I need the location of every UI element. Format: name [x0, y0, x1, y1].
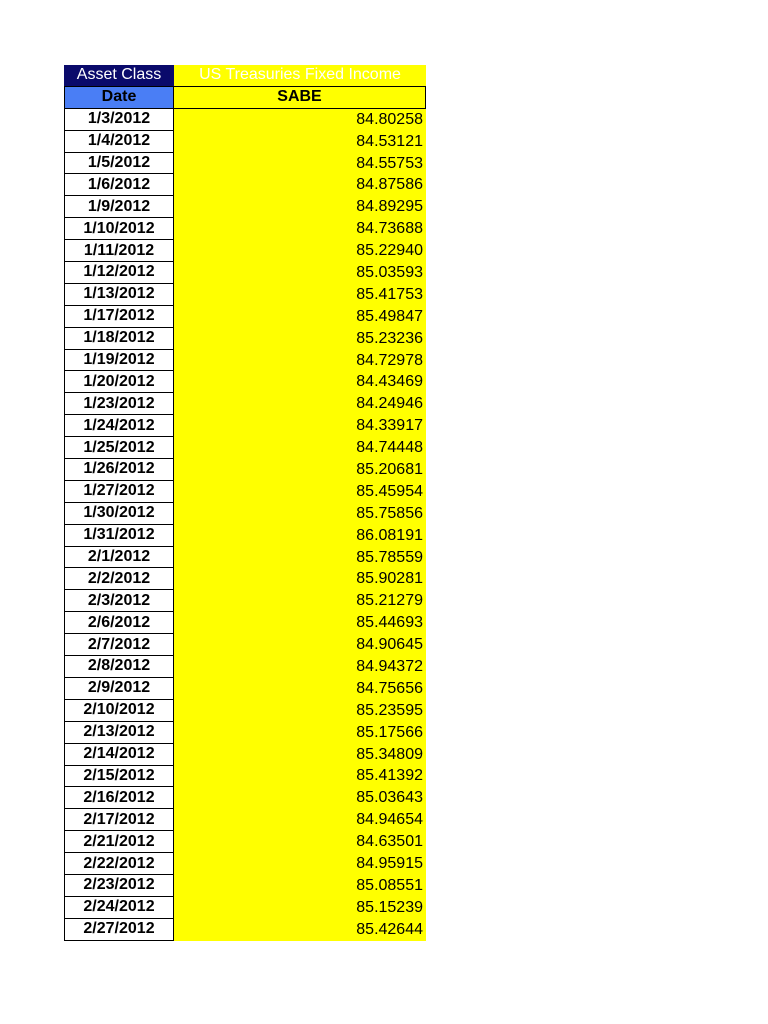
- date-cell[interactable]: 1/11/2012: [64, 240, 174, 262]
- table-row: [64, 174, 426, 196]
- date-cell[interactable]: 1/9/2012: [64, 196, 174, 218]
- value-cell[interactable]: 85.15239: [174, 897, 426, 919]
- value-cell[interactable]: 85.45954: [174, 481, 426, 503]
- value-cell[interactable]: 84.33917: [174, 415, 426, 437]
- table-row: [64, 787, 426, 809]
- table-row: [64, 240, 426, 262]
- date-cell[interactable]: 1/13/2012: [64, 284, 174, 306]
- value-cell[interactable]: 85.42644: [174, 919, 426, 941]
- date-cell[interactable]: 1/6/2012: [64, 174, 174, 196]
- value-cell[interactable]: 84.89295: [174, 196, 426, 218]
- date-cell[interactable]: 2/15/2012: [64, 766, 174, 788]
- date-cell[interactable]: 2/23/2012: [64, 875, 174, 897]
- table-row: [64, 328, 426, 350]
- table-row: [64, 459, 426, 481]
- sabe-column-header[interactable]: SABE: [174, 87, 426, 109]
- table-row: [64, 831, 426, 853]
- value-cell[interactable]: 85.03643: [174, 787, 426, 809]
- date-cell[interactable]: 2/10/2012: [64, 700, 174, 722]
- table-row: [64, 568, 426, 590]
- value-cell[interactable]: 84.95915: [174, 853, 426, 875]
- date-cell[interactable]: 1/24/2012: [64, 415, 174, 437]
- table-row: [64, 131, 426, 153]
- value-cell[interactable]: 84.75656: [174, 678, 426, 700]
- value-cell[interactable]: 85.20681: [174, 459, 426, 481]
- date-cell[interactable]: 2/3/2012: [64, 590, 174, 612]
- date-cell[interactable]: 2/24/2012: [64, 897, 174, 919]
- value-cell[interactable]: 85.03593: [174, 262, 426, 284]
- value-cell[interactable]: 85.44693: [174, 612, 426, 634]
- table-row: [64, 350, 426, 372]
- value-cell[interactable]: 84.43469: [174, 371, 426, 393]
- date-cell[interactable]: 1/20/2012: [64, 371, 174, 393]
- value-cell[interactable]: 84.87586: [174, 174, 426, 196]
- value-cell[interactable]: 84.90645: [174, 634, 426, 656]
- table-row: [64, 875, 426, 897]
- date-cell[interactable]: 2/22/2012: [64, 853, 174, 875]
- table-row: [64, 700, 426, 722]
- table-row: [64, 306, 426, 328]
- value-cell[interactable]: 85.41392: [174, 766, 426, 788]
- date-cell[interactable]: 1/17/2012: [64, 306, 174, 328]
- date-cell[interactable]: 2/17/2012: [64, 809, 174, 831]
- value-cell[interactable]: 84.74448: [174, 437, 426, 459]
- table-row: [64, 371, 426, 393]
- value-cell[interactable]: 85.78559: [174, 547, 426, 569]
- value-cell[interactable]: 84.63501: [174, 831, 426, 853]
- date-cell[interactable]: 2/27/2012: [64, 919, 174, 941]
- table-row: [64, 525, 426, 547]
- value-cell[interactable]: 84.53121: [174, 131, 426, 153]
- value-cell[interactable]: 84.80258: [174, 109, 426, 131]
- date-cell[interactable]: 1/26/2012: [64, 459, 174, 481]
- value-cell[interactable]: 85.23595: [174, 700, 426, 722]
- table-row: [64, 612, 426, 634]
- table-row: [64, 153, 426, 175]
- table-row: [64, 656, 426, 678]
- date-cell[interactable]: 1/25/2012: [64, 437, 174, 459]
- value-cell[interactable]: 84.94372: [174, 656, 426, 678]
- table-row: [64, 766, 426, 788]
- value-cell[interactable]: 85.21279: [174, 590, 426, 612]
- value-cell[interactable]: 85.41753: [174, 284, 426, 306]
- date-cell[interactable]: 2/2/2012: [64, 568, 174, 590]
- asset-class-value[interactable]: US Treasuries Fixed Income: [174, 65, 426, 87]
- date-cell[interactable]: 1/27/2012: [64, 481, 174, 503]
- table-row: [64, 284, 426, 306]
- date-cell[interactable]: 1/4/2012: [64, 131, 174, 153]
- table-row: [64, 678, 426, 700]
- table-row: [64, 109, 426, 131]
- table-row: [64, 437, 426, 459]
- value-cell[interactable]: 84.94654: [174, 809, 426, 831]
- spreadsheet-table: [64, 65, 426, 941]
- table-row: [64, 218, 426, 240]
- date-cell[interactable]: 1/3/2012: [64, 109, 174, 131]
- value-cell[interactable]: 84.24946: [174, 393, 426, 415]
- date-cell[interactable]: 1/23/2012: [64, 393, 174, 415]
- date-cell[interactable]: 1/19/2012: [64, 350, 174, 372]
- date-cell[interactable]: 2/21/2012: [64, 831, 174, 853]
- date-cell[interactable]: 1/30/2012: [64, 503, 174, 525]
- value-cell[interactable]: 85.23236: [174, 328, 426, 350]
- table-row: [64, 853, 426, 875]
- value-cell[interactable]: 85.90281: [174, 568, 426, 590]
- value-cell[interactable]: 84.73688: [174, 218, 426, 240]
- asset-class-row: [64, 65, 426, 87]
- table-row: [64, 897, 426, 919]
- value-cell[interactable]: 85.75856: [174, 503, 426, 525]
- value-cell[interactable]: 85.49847: [174, 306, 426, 328]
- date-column-header[interactable]: Date: [64, 87, 174, 109]
- table-row: [64, 919, 426, 941]
- value-cell[interactable]: 84.72978: [174, 350, 426, 372]
- table-row: [64, 547, 426, 569]
- table-row: [64, 481, 426, 503]
- table-row: [64, 415, 426, 437]
- date-cell[interactable]: 2/9/2012: [64, 678, 174, 700]
- table-row: [64, 503, 426, 525]
- table-row: [64, 590, 426, 612]
- date-cell[interactable]: 2/8/2012: [64, 656, 174, 678]
- value-cell[interactable]: 85.34809: [174, 744, 426, 766]
- date-cell[interactable]: 1/5/2012: [64, 153, 174, 175]
- value-cell[interactable]: 85.22940: [174, 240, 426, 262]
- data-rows: [64, 109, 426, 941]
- date-cell[interactable]: 2/16/2012: [64, 787, 174, 809]
- date-cell[interactable]: 1/18/2012: [64, 328, 174, 350]
- date-cell[interactable]: 1/10/2012: [64, 218, 174, 240]
- value-cell[interactable]: 86.08191: [174, 525, 426, 547]
- date-cell[interactable]: 1/12/2012: [64, 262, 174, 284]
- table-row: [64, 262, 426, 284]
- value-cell[interactable]: 84.55753: [174, 153, 426, 175]
- value-cell[interactable]: 85.08551: [174, 875, 426, 897]
- table-row: [64, 393, 426, 415]
- table-row: [64, 196, 426, 218]
- date-cell[interactable]: 1/31/2012: [64, 525, 174, 547]
- column-header-row: [64, 87, 426, 109]
- table-row: [64, 744, 426, 766]
- date-cell[interactable]: 2/13/2012: [64, 722, 174, 744]
- table-row: [64, 634, 426, 656]
- date-cell[interactable]: 2/7/2012: [64, 634, 174, 656]
- date-cell[interactable]: 2/14/2012: [64, 744, 174, 766]
- value-cell[interactable]: 85.17566: [174, 722, 426, 744]
- date-cell[interactable]: 2/1/2012: [64, 547, 174, 569]
- asset-class-label[interactable]: Asset Class: [64, 65, 174, 87]
- table-row: [64, 809, 426, 831]
- table-row: [64, 722, 426, 744]
- date-cell[interactable]: 2/6/2012: [64, 612, 174, 634]
